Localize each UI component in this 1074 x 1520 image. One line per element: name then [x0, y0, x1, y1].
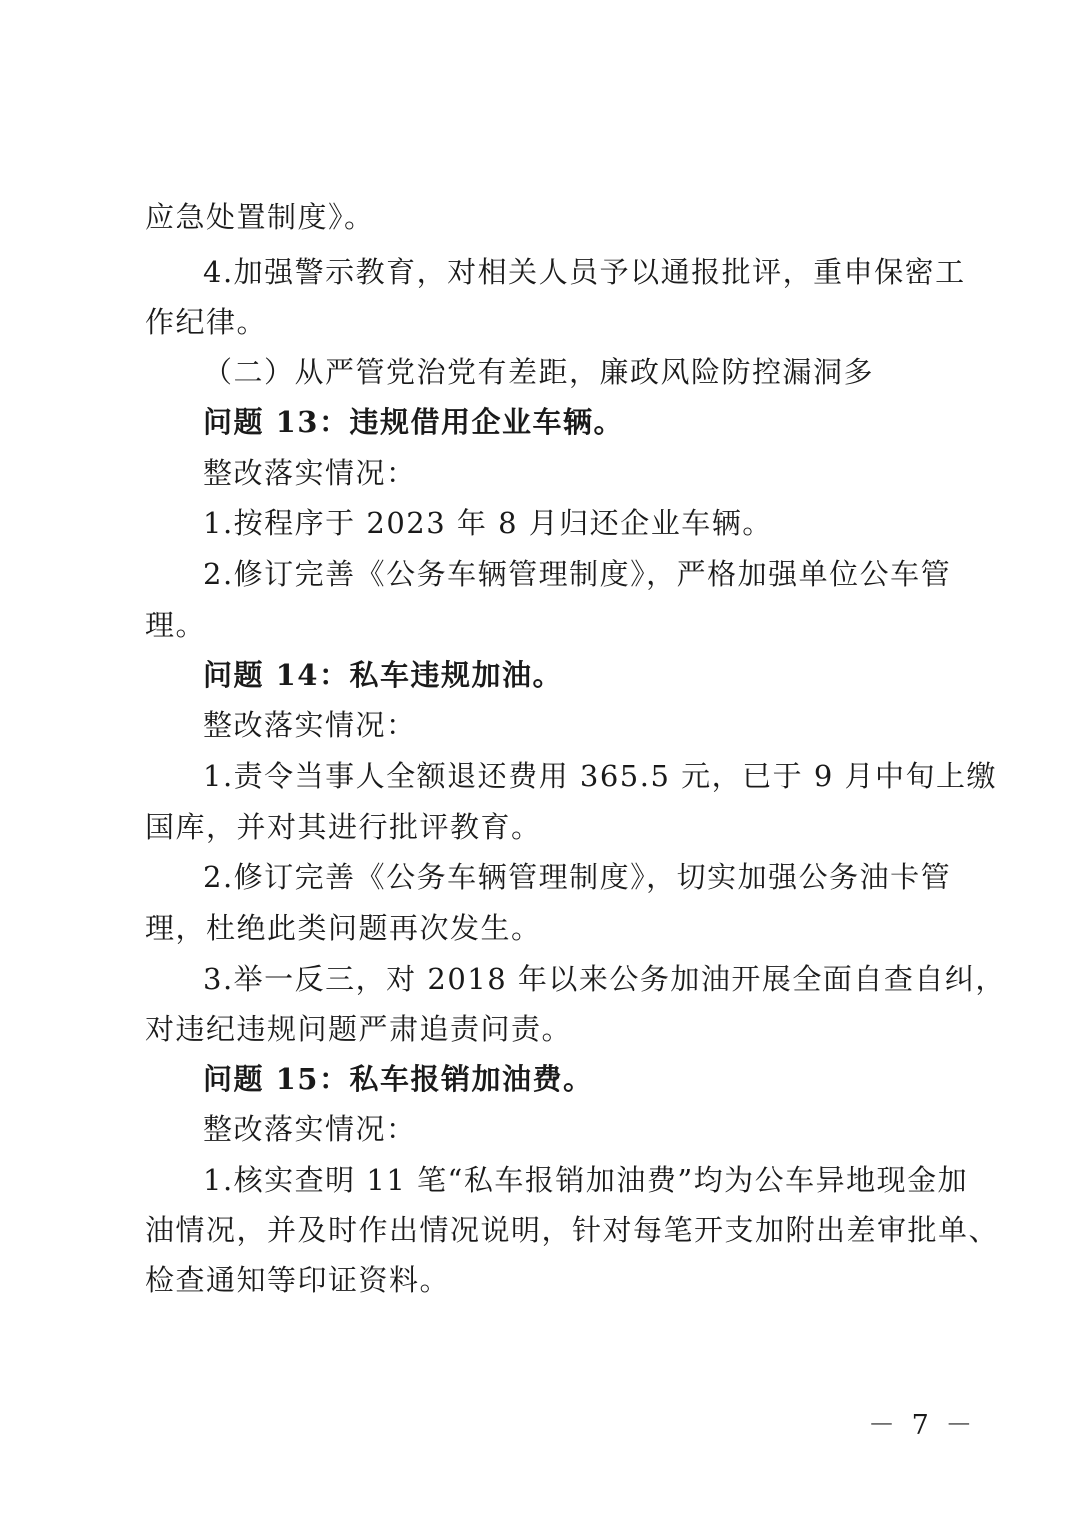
paragraph-line: 油情况，并及时作出情况说明，针对每笔开支加附出差审批单、 [145, 1213, 1000, 1247]
paragraph-line: 应急处置制度》。 [145, 200, 375, 234]
paragraph-line: 1.责令当事人全额退还费用 365.5 元，已于 9 月中旬上缴 [203, 759, 998, 793]
issue-heading: 问题 13：违规借用企业车辆。 [203, 405, 624, 439]
paragraph-line: 对违纪违规问题严肃追责问责。 [145, 1012, 573, 1046]
paragraph-line: 国库，并对其进行批评教育。 [145, 810, 542, 844]
issue-heading: 问题 15：私车报销加油费。 [203, 1062, 594, 1096]
paragraph-line: 1.核实查明 11 笔“私车报销加油费”均为公车异地现金加 [203, 1163, 969, 1197]
paragraph-line: 3.举一反三，对 2018 年以来公务加油开展全面自查自纠， [203, 962, 1006, 996]
paragraph-line: 整改落实情况： [203, 708, 417, 742]
issue-heading: 问题 14：私车违规加油。 [203, 658, 563, 692]
paragraph-line: 整改落实情况： [203, 456, 417, 490]
page-number: － 7 － [868, 1410, 977, 1441]
paragraph-line: 1.按程序于 2023 年 8 月归还企业车辆。 [203, 506, 773, 540]
paragraph-line: 检查通知等印证资料。 [145, 1263, 451, 1297]
paragraph-line: 作纪律。 [145, 305, 268, 339]
paragraph-line: 4.加强警示教育，对相关人员予以通报批评，重申保密工 [203, 255, 966, 289]
paragraph-line: 理。 [145, 608, 207, 642]
paragraph-line: 2.修订完善《公务车辆管理制度》，严格加强单位公车管 [203, 557, 952, 591]
paragraph-line: 整改落实情况： [203, 1112, 417, 1146]
section-heading: （二）从严管党治党有差距，廉政风险防控漏洞多 [203, 355, 875, 389]
paragraph-line: 2.修订完善《公务车辆管理制度》，切实加强公务油卡管 [203, 860, 952, 894]
paragraph-line: 理，杜绝此类问题再次发生。 [145, 911, 542, 945]
